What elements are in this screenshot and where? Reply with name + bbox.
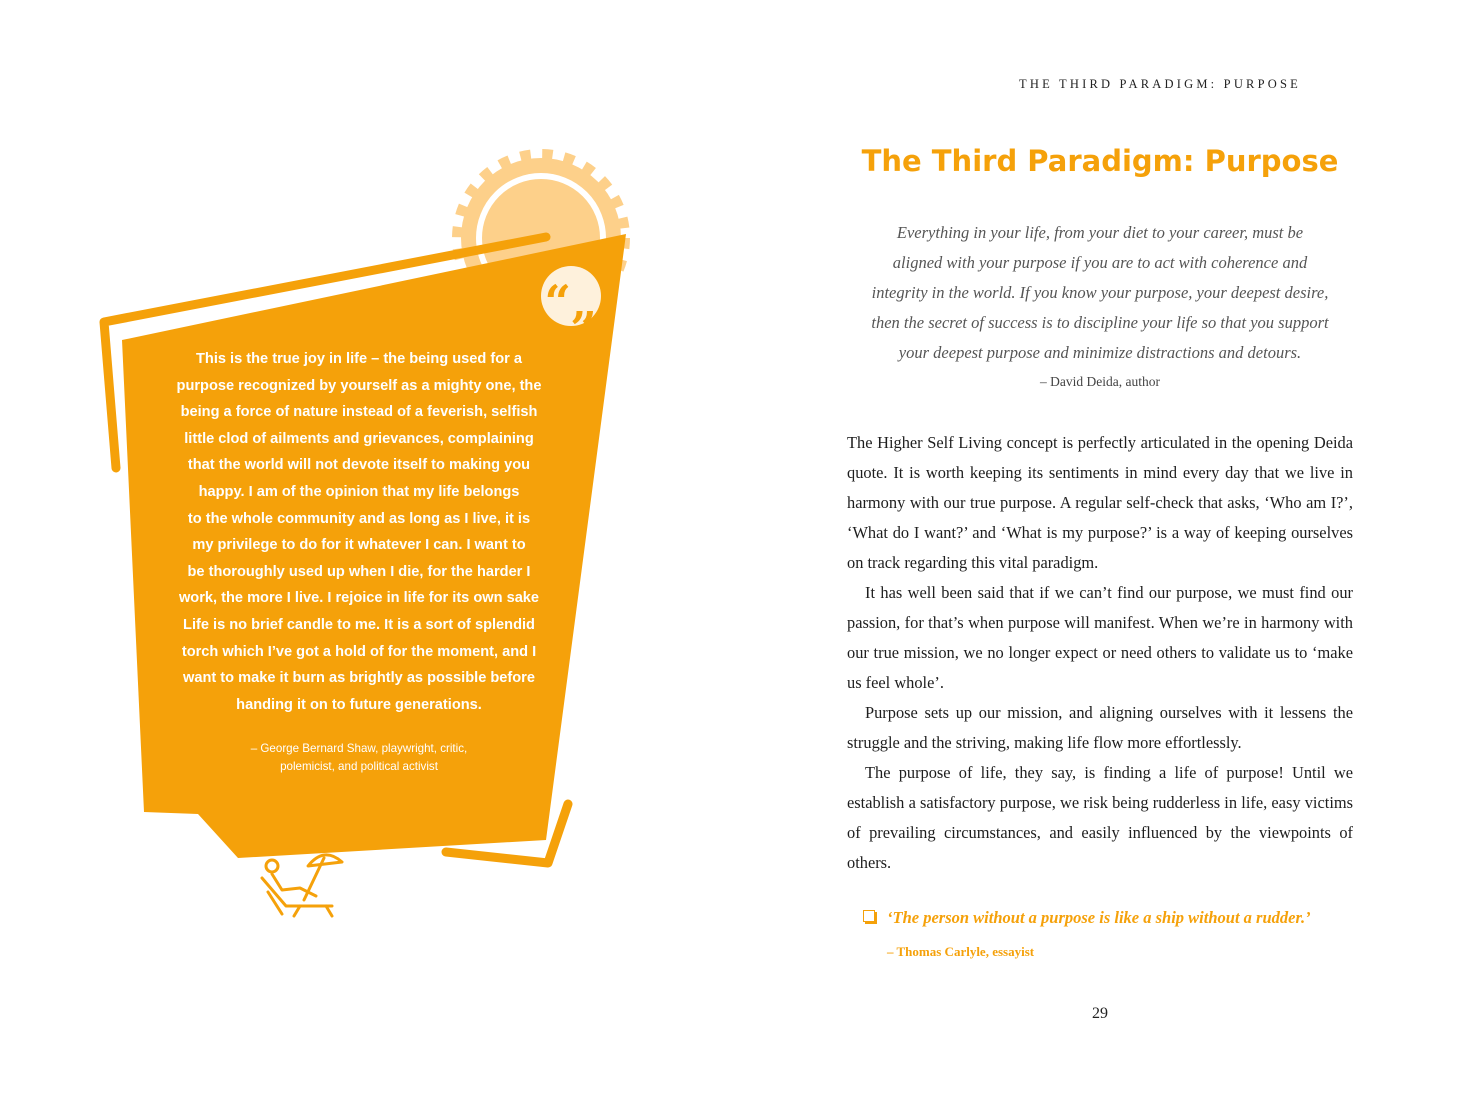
quote-line: happy. I am of the opinion that my life belongs	[198, 483, 520, 500]
body-paragraph: Purpose sets up our mission, and aligning ourselves with it lessens the struggle and the striving, making life flow more effortlessly.	[847, 703, 1353, 752]
quote-mark-icon	[541, 266, 601, 329]
right-page	[737, 0, 1474, 1106]
attribution-line: – George Bernard Shaw, playwright, critic,	[250, 742, 468, 755]
epigraph-line: Everything in your life, from your diet to your career, must be	[896, 223, 1304, 242]
quote-line: my privilege to do for it whatever I can. I want to	[192, 537, 526, 554]
epigraph-attribution: – David Deida, author	[1040, 374, 1160, 389]
quote-line: being a force of nature instead of a feverish, selfish	[180, 404, 538, 421]
quote-line: want to make it burn as brightly as possible before	[183, 670, 535, 687]
running-head: THE THIRD PARADIGM: PURPOSE	[1019, 77, 1301, 91]
checkbox-bullet-icon	[863, 910, 875, 922]
beach-chair-icon	[262, 855, 342, 916]
body-text	[847, 428, 1353, 878]
epigraph-line: your deepest purpose and minimize distractions and detours.	[898, 343, 1302, 362]
svg-text:“„: “„	[544, 275, 598, 329]
quote-line: to the whole community and as long as I live, it is	[187, 510, 531, 527]
pull-quote-attribution: – Thomas Carlyle, essayist	[887, 944, 1035, 959]
pull-quote-text: ‘The person without a purpose is like a ship without a rudder.’	[887, 908, 1311, 927]
epigraph	[857, 218, 1343, 368]
attribution-line: polemicist, and political activist	[280, 760, 438, 773]
quote-line: This is the true joy in life – the being used for a	[196, 351, 522, 367]
body-paragraph: The Higher Self Living concept is perfectly articulated in the opening Deida quote. It is worth keeping its sentiments in mind every day that we live in harmony with our true purpose. A regular self-check that asks, ‘Who am I?’, ‘What do I want?’ and ‘What is my purpose?’ is a way of keeping ourselves on track regarding this vital paradigm.	[847, 433, 1353, 572]
shaw-quote	[168, 346, 550, 718]
body-paragraph: The purpose of life, they say, is finding a life of purpose! Until we establish a satisfactory purpose, we risk being rudderless in life, easy victims of prevailing circumstances, and easily influenced by the viewpoints of others.	[847, 763, 1353, 872]
epigraph-line: integrity in the world. If you know your purpose, your deepest desire,	[871, 283, 1329, 302]
page-number: 29	[1092, 1005, 1108, 1022]
chapter-title: The Third Paradigm: Purpose	[861, 144, 1339, 178]
quote-line: little clod of ailments and grievances, complaining	[184, 430, 534, 447]
quote-line: that the world will not devote itself to making you	[187, 457, 531, 474]
body-paragraph: It has well been said that if we can’t find our purpose, we must find our passion, for that’s when purpose will manifest. When we’re in harmony with our true mission, we no longer expect or need others to validate us to ‘make us feel whole’.	[847, 583, 1353, 692]
quote-line: handing it on to future generations.	[236, 696, 482, 713]
shaw-attribution	[200, 740, 518, 776]
quote-line: torch which I’ve got a hold of for the moment, and I	[181, 643, 537, 660]
quote-line: work, the more I live. I rejoice in life for its own sake	[178, 590, 540, 607]
quote-line: be thoroughly used up when I die, for the harder I	[187, 563, 531, 580]
epigraph-line: aligned with your purpose if you are to act with coherence and	[892, 253, 1308, 272]
pull-quote	[863, 908, 1363, 928]
quote-line: Life is no brief candle to me. It is a sort of splendid	[183, 616, 535, 633]
epigraph-line: then the secret of success is to discipline your life so that you support	[871, 313, 1329, 332]
quote-line: purpose recognized by yourself as a mighty one, the	[176, 377, 542, 394]
